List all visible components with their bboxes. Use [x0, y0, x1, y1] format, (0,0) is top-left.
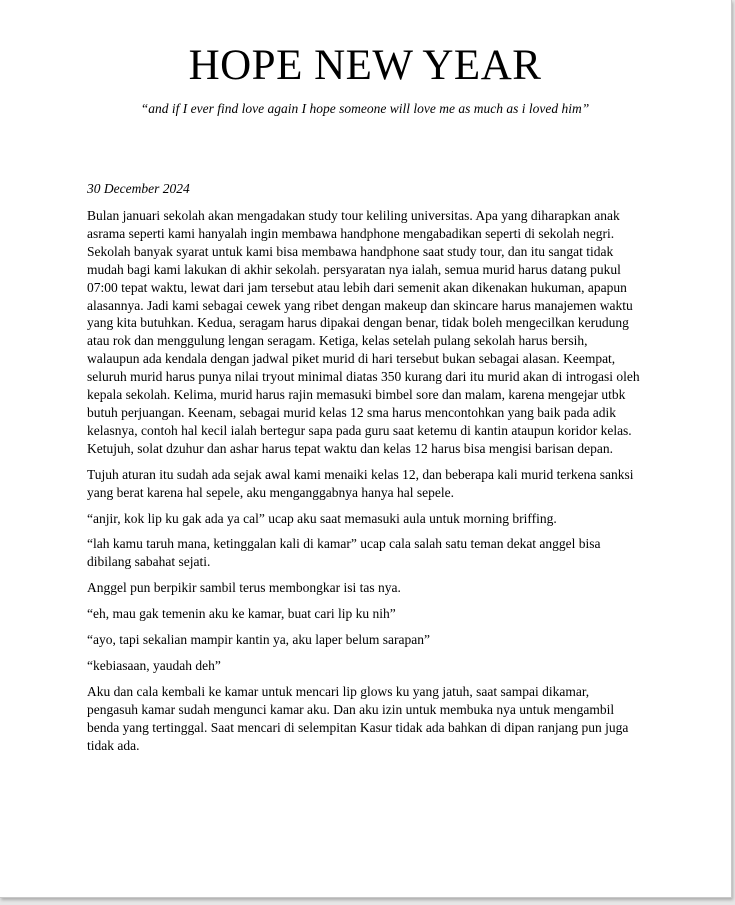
- paragraph: “lah kamu taruh mana, ketinggalan kali di kamar” ucap cala salah satu teman dekat anggel bisa dibilang sabahat sejati.: [87, 536, 601, 570]
- document-date: 30 December 2024: [87, 181, 190, 196]
- paragraph: Bulan januari sekolah akan mengadakan study tour keliling universitas. Apa yang diharapkan anak asrama seperti kami hanyalah ingin membawa handphone mengabadikan seperti di sekolah negri. Sekolah banyak syarat untuk kami bisa membawa handphone saat study tour, dan itu sangat tidak mudah bagi kami lakukan di akhir sekolah. persyaratan nya ialah, semua murid harus datang pukul 07:00 tepat waktu, lewat dari jam tersebut atau lebih dari semenit akan dikenakan hukuman, apapun alasannya. Jadi kami sebagai cewek yang ribet dengan makeup dan skincare harus manajemen waktu yang kita butuhkan. Kedua, seragam harus dipakai dengan benar, tidak boleh mengecilkan kerudung atau rok dan menggulung lengan seragam. Ketiga, kelas setelah pulang sekolah harus bersih, walaupun ada kendala dengan jadwal piket murid di hari tersebut bukan sebagai alasan. Keempat, seluruh murid harus punya nilai tryout minimal diatas 350 kurang dari itu murid akan di introgasi oleh kepala sekolah. Kelima, murid harus rajin memasuki bimbel sore dan malam, karena mengejar utbk butuh perjuangan. Keenam, sebagai murid kelas 12 sma harus mencontohkan yang baik pada adik kelasnya, contoh hal kecil ialah bertegur sapa pada guru saat ketemu di kantin ataupun koridor kelas. Ketujuh, solat dzuhur dan ashar harus tepat waktu dan kelas 12 harus bisa mengisi barisan depan.: [87, 208, 640, 456]
- paragraph: Tujuh aturan itu sudah ada sejak awal kami menaiki kelas 12, dan beberapa kali murid terkena sanksi yang berat karena hal sepele, aku menganggabnya hanya hal sepele.: [87, 466, 634, 500]
- document-body[interactable]: [87, 40, 643, 754]
- paragraph: Anggel pun berpikir sambil terus membongkar isi tas nya.: [87, 580, 401, 596]
- paragraph: “kebiasaan, yaudah deh”: [87, 657, 221, 673]
- paragraph: Aku dan cala kembali ke kamar untuk mencari lip glows ku yang jatuh, saat sampai dikamar, pengasuh kamar sudah mengunci kamar aku. Dan aku izin untuk membuka nya untuk mengambil benda yang tertinggal. Saat mencari di selempitan Kasur tidak ada bahkan di dipan ranjang pun juga tidak ada.: [87, 683, 629, 753]
- paragraph: “ayo, tapi sekalian mampir kantin ya, aku laper belum sarapan”: [87, 632, 430, 648]
- paragraph-list: [87, 207, 643, 754]
- document-title: HOPE NEW YEAR: [188, 42, 542, 89]
- paragraph: “anjir, kok lip ku gak ada ya cal” ucap aku saat memasuki aula untuk morning briffing.: [87, 510, 557, 526]
- paragraph: “eh, mau gak temenin aku ke kamar, buat cari lip ku nih”: [87, 606, 396, 622]
- epigraph-quote: “and if I ever find love again I hope someone will love me as much as i loved him”: [140, 101, 590, 116]
